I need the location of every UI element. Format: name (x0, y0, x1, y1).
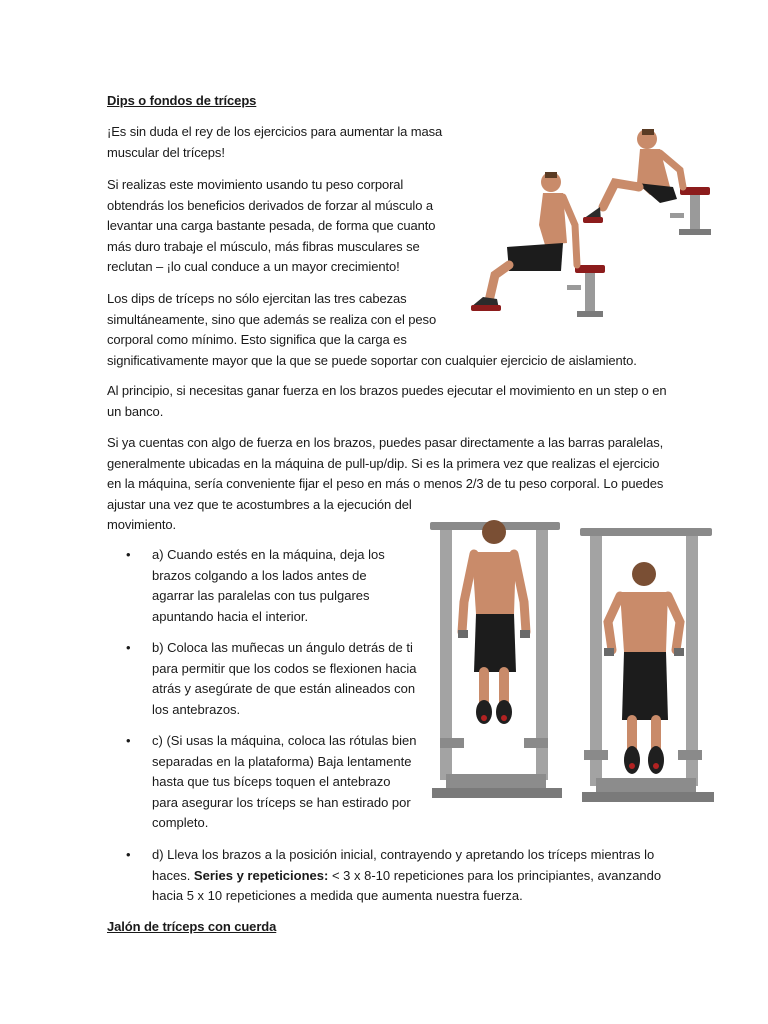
paragraph-body-weight: Si realizas este movimiento usando tu peso corporal obtendrás los beneficios derivados de forzar al músculo a levantar una carga bastante pesada, de forma que cuanto más duro trabaje el músculo, más fibras musculares se reclutan – ¡lo cual conduce a un mayor crecimiento! (107, 177, 436, 274)
list-item-b: b) Coloca las muñecas un ángulo detrás de ti para permitir que los codos se flexionen hacia atrás y asegúrate de que están alineados con los antebrazos. (152, 640, 417, 717)
list-item-d-text: d) Lleva los brazos a la posición inicial, contrayendo y apretando los tríceps mientras lo haces. (152, 847, 655, 883)
bullet-marker: • (126, 847, 131, 862)
paragraph-beginner: Al principio, si necesitas ganar fuerza en los brazos puedes ejecutar el movimiento en un step o en un banco. (107, 383, 667, 419)
intro-paragraph: ¡Es sin duda el rey de los ejercicios para aumentar la masa muscular del tríceps! (107, 124, 443, 160)
list-item-d-rest: < 3 x 8-10 repeticiones para los principiantes, avanzando hacia 5 x 10 repeticiones a medida que aumenta nuestra fuerza. (152, 867, 662, 903)
list-item-c: c) (Si usas la máquina, coloca las rótulas bien separadas en la plataforma) Baja lentamente hasta que tus bíceps toquen el antebrazo para asegurar los tríceps se han estirado por completo. (152, 733, 417, 830)
dip-machine-right (580, 528, 714, 802)
paragraph-three-heads-part1: Los dips de tríceps no sólo ejercitan las tres cabezas simultáneamente, sino que además se realiza con el peso corporal como mínimo. Esto significa que la carga es (107, 291, 437, 347)
bench-dips-illustration (465, 125, 730, 325)
paragraph-machine-part3: movimiento. (107, 517, 176, 532)
paragraph-machine-part1: Si ya cuentas con algo de fuerza en los brazos, puedes pasar directamente a las barras paralelas, generalmente ubicadas en la máquina de pull-up/dip. Si es la primera vez que realizas el ejercicio en la máquina, sería conveniente fijar el peso en más o menos 2/3 de tu peso corporal. Lo puedes (107, 435, 664, 491)
paragraph-three-heads-part2: significativamente mayor que la que se puede soportar con cualquier ejercicio de aislamiento. (107, 352, 637, 368)
next-section-title: Jalón de tríceps con cuerda (107, 919, 277, 934)
series-label: Series y repeticiones: (193, 867, 329, 883)
bullet-marker: • (126, 733, 131, 748)
list-item-a: a) Cuando estés en la máquina, deja los brazos colgando a los lados antes de agarrar las paralelas con tus pulgares apuntando hacia el interior. (152, 547, 385, 624)
machine-dips-illustration (428, 512, 718, 812)
dips-figure-bottom (471, 172, 605, 317)
bullet-marker: • (126, 640, 131, 655)
paragraph-machine-part2: ajustar una vez que te acostumbres a la ejecución del (107, 496, 412, 512)
section-title: Dips o fondos de tríceps (107, 93, 257, 108)
bullet-marker: • (126, 547, 131, 562)
dips-figure-top (583, 129, 711, 235)
list-item-d (152, 845, 672, 907)
dip-machine-left (430, 520, 562, 798)
